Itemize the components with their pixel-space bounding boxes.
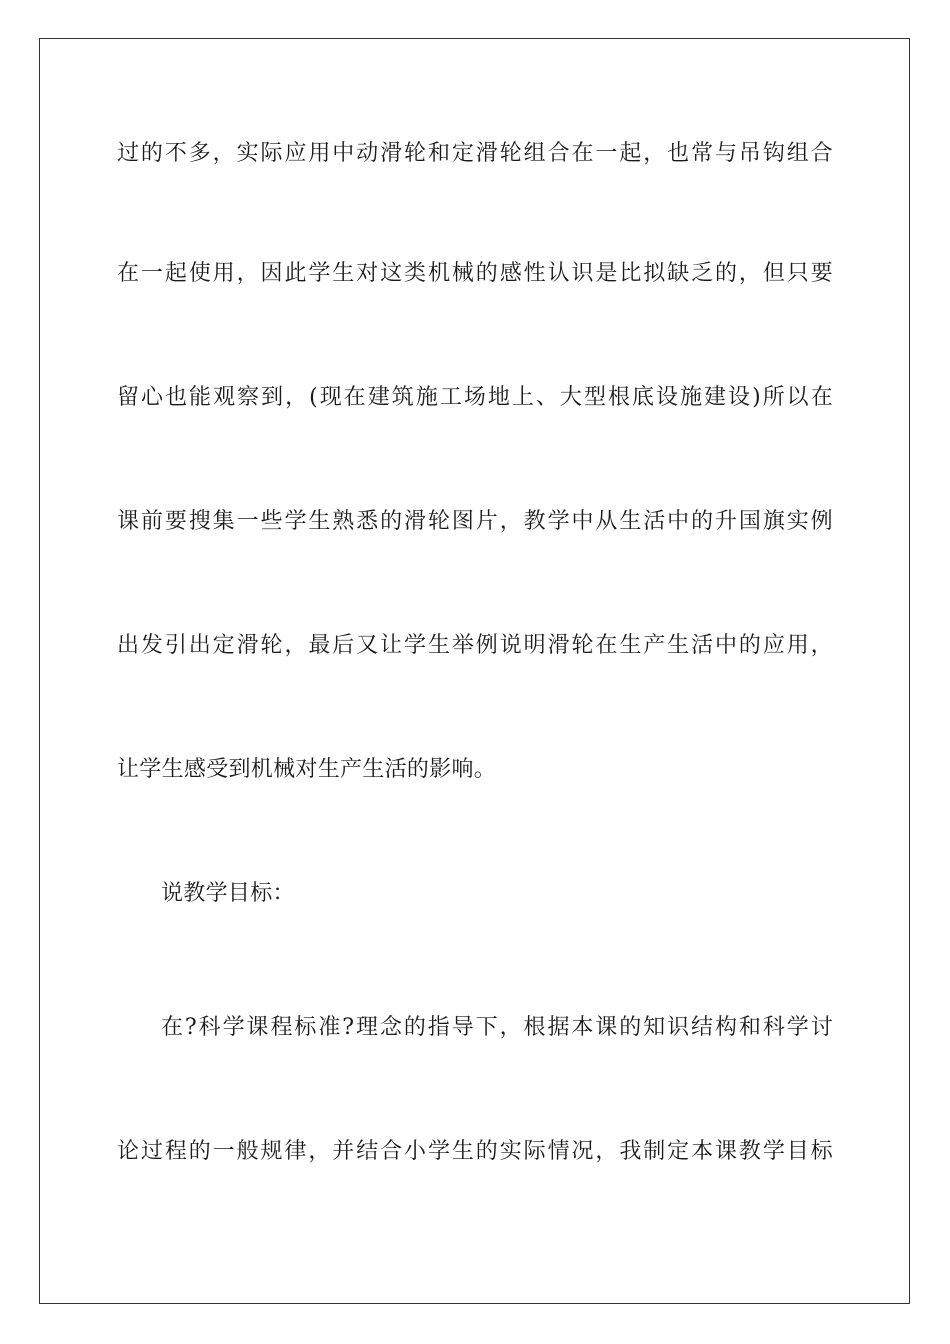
paragraph-line-6: 让学生感受到机械对生产生活的影响。 <box>117 757 497 782</box>
section-heading-teaching-goals: 说教学目标： <box>161 881 295 906</box>
page-frame <box>39 38 910 1304</box>
paragraph-line-4: 课前要搜集一些学生熟悉的滑轮图片，教学中从生活中的升国旗实例 <box>117 509 833 534</box>
paragraph-line-9: 论过程的一般规律，并结合小学生的实际情况，我制定本课教学目标 <box>117 1139 833 1164</box>
paragraph-line-5: 出发引出定滑轮，最后又让学生举例说明滑轮在生产生活中的应用， <box>117 633 833 658</box>
paragraph-line-1: 过的不多，实际应用中动滑轮和定滑轮组合在一起，也常与吊钩组合 <box>117 141 833 166</box>
paragraph-line-2: 在一起使用，因此学生对这类机械的感性认识是比拟缺乏的，但只要 <box>117 261 833 286</box>
paragraph-line-3: 留心也能观察到，(现在建筑施工场地上、大型根底设施建设)所以在 <box>117 385 833 410</box>
paragraph-line-8: 在?科学课程标准?理念的指导下，根据本课的知识结构和科学讨 <box>161 1015 833 1040</box>
